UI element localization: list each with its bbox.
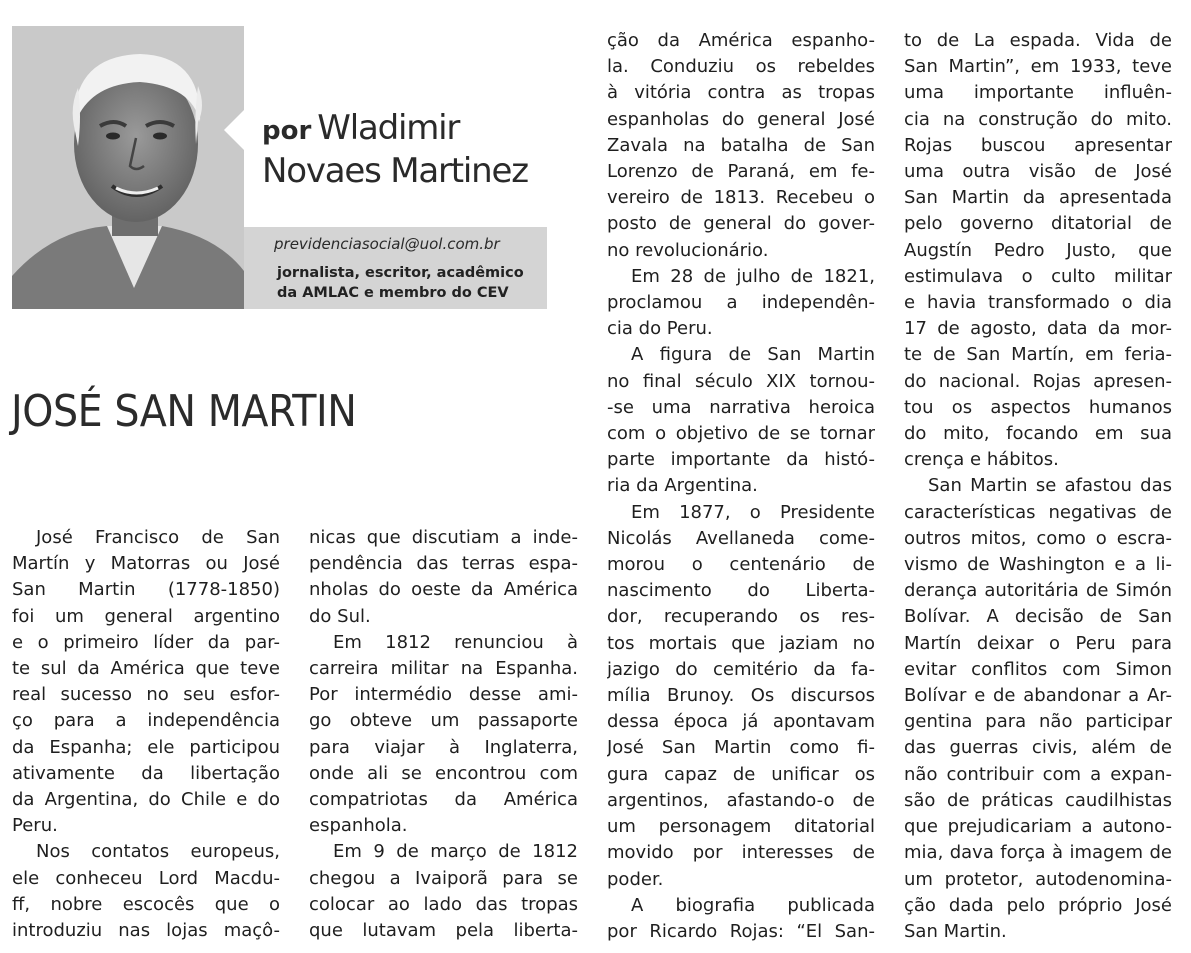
text-line: dessa época já apontavam — [607, 711, 875, 733]
text-line: crença e hábitos. — [904, 449, 1059, 471]
text-line: pelo governo ditatorial de — [904, 213, 1172, 235]
author-bio-line2: da AMLAC e membro do CEV — [277, 285, 509, 301]
text-line: mia, dava força à imagem de — [904, 842, 1172, 864]
text-line: San Martin”, em 1933, teve — [904, 56, 1172, 78]
text-line: um protetor, autodenomina- — [904, 868, 1172, 890]
text-line: nicas que discutiam a inde- — [309, 527, 578, 548]
text-line: e o primeiro líder da par- — [12, 631, 280, 653]
author-bio — [277, 263, 524, 303]
text-line: te sul da América que teve — [12, 658, 280, 680]
text-line: um personagem ditatorial — [607, 816, 875, 838]
text-line: espanholas do general José — [607, 108, 875, 130]
text-line: Em 9 de março de 1812 — [333, 841, 578, 863]
text-line: carreira militar na Espanha. — [309, 658, 578, 680]
author-contact-box — [244, 227, 547, 309]
text-line: vismo de Washington e a li- — [904, 554, 1172, 576]
text-line: Em 1877, o Presidente — [631, 501, 875, 523]
text-line: Zavala na batalha de San — [607, 134, 875, 156]
text-line: Bolívar e de abandonar a Ar- — [904, 685, 1172, 707]
text-line: dor, recuperando os res- — [607, 606, 875, 628]
text-line: Rojas buscou apresentar — [904, 134, 1172, 156]
text-line: posto de general do gover- — [607, 213, 875, 235]
text-line: espanhola. — [309, 815, 408, 837]
text-line: no revolucionário. — [607, 239, 769, 261]
text-line: vereiro de 1813. Recebeu o — [607, 187, 875, 209]
text-line: go obteve um passaporte — [309, 710, 578, 732]
author-first-name: Wladimir — [317, 108, 460, 148]
author-portrait-icon — [12, 26, 244, 309]
text-line: jazigo do cemitério da fa- — [607, 658, 875, 680]
byline-line1 — [262, 108, 528, 151]
text-line: derança autoritária de Simón — [904, 580, 1172, 602]
text-line: San Martin (1778-1850) — [12, 579, 280, 601]
text-line: do nacional. Rojas apresen- — [904, 370, 1172, 392]
text-line: San Martin. — [904, 920, 1007, 942]
text-line: ção da América espanho- — [607, 30, 875, 51]
author-bio-line1: jornalista, escritor, acadêmico — [277, 265, 524, 281]
text-line: Nicolás Avellaneda come- — [607, 527, 875, 549]
text-line: Em 1812 renunciou à — [333, 631, 578, 653]
article-column-3 — [607, 28, 875, 945]
text-line: da Espanha; ele participou — [12, 736, 280, 758]
text-line: por Ricardo Rojas: “El San- — [607, 920, 875, 942]
text-line: Martín y Matorras ou José — [12, 553, 280, 575]
text-line: José San Martin como fi- — [607, 737, 875, 759]
text-line: não contribuir com a expan- — [904, 763, 1172, 785]
text-line: mília Brunoy. Os discursos — [607, 685, 875, 707]
text-line: ção dada pelo próprio José — [904, 894, 1172, 916]
text-line: uma outra visão de José — [904, 161, 1172, 183]
text-line: ff, nobre escocês que o — [12, 893, 280, 915]
text-line: cia na construção do mito. — [904, 108, 1172, 130]
author-email[interactable]: previdenciasocial@uol.com.br — [274, 235, 500, 253]
text-line: ativamente da libertação — [12, 762, 280, 784]
text-line: Bolívar. A decisão de San — [904, 606, 1172, 628]
text-line: ele conheceu Lord Macdu- — [12, 867, 280, 889]
author-last-name: Novaes Martinez — [262, 151, 528, 191]
text-line: e havia transformado o dia — [904, 292, 1172, 314]
text-line: San Martin se afastou das — [928, 475, 1172, 497]
text-line: argentinos, afastando-o de — [607, 789, 875, 811]
text-line: poder. — [607, 868, 664, 890]
author-byline — [262, 108, 528, 191]
text-line: Nos contatos europeus, — [36, 841, 280, 863]
text-line: nholas do oeste da América — [309, 579, 578, 601]
text-line: tos mortais que jaziam no — [607, 632, 875, 654]
text-line: do Sul. — [309, 605, 371, 627]
text-line: das guerras civis, além de — [904, 737, 1172, 759]
text-line: San Martin da apresentada — [904, 187, 1172, 209]
text-line: uma importante influên- — [904, 82, 1172, 104]
byline-prefix: por — [262, 116, 312, 146]
text-line: Peru. — [12, 815, 58, 837]
text-line: para viajar à Inglaterra, — [309, 736, 578, 758]
text-line: chegou a Ivaiporã para se — [309, 867, 578, 889]
text-line: gura capaz de unificar os — [607, 763, 875, 785]
text-line: Por intermédio desse ami- — [309, 684, 578, 706]
article-column-2 — [309, 525, 578, 944]
text-line: estimulava o culto militar — [904, 265, 1172, 287]
text-line: outros mitos, como o escra- — [904, 527, 1172, 549]
text-line: são de práticas caudilhistas — [904, 789, 1172, 811]
photo-notch — [224, 110, 244, 150]
text-line: foi um general argentino — [12, 605, 280, 627]
text-line: Martín deixar o Peru para — [904, 632, 1172, 654]
text-line: Augstín Pedro Justo, que — [904, 239, 1172, 261]
text-line: que prejudicariam a autono- — [904, 816, 1172, 838]
text-line: Lorenzo de Paraná, em fe- — [607, 161, 875, 183]
author-photo — [12, 26, 244, 309]
text-line: parte importante da histó- — [607, 449, 875, 471]
text-line: colocar ao lado das tropas — [309, 893, 578, 915]
text-line: com o objetivo de se tornar — [607, 423, 875, 445]
text-line: evitar conflitos com Simon — [904, 658, 1172, 680]
text-line: Em 28 de julho de 1821, — [631, 265, 875, 287]
article-column-4 — [904, 28, 1172, 945]
text-line: da Argentina, do Chile e do — [12, 789, 280, 811]
text-line: José Francisco de San — [36, 527, 280, 548]
text-line: nascimento do Liberta- — [607, 580, 875, 602]
text-line: gentina para não participar — [904, 711, 1172, 733]
text-line: características negativas de — [904, 501, 1172, 523]
text-line: pendência das terras espa- — [309, 553, 578, 575]
text-line: la. Conduziu os rebeldes — [607, 56, 875, 78]
text-line: A biografia publicada — [631, 894, 875, 916]
text-line: movido por interesses de — [607, 842, 875, 864]
text-line: 17 de agosto, data da mor- — [904, 318, 1172, 340]
text-line: tou os aspectos humanos — [904, 396, 1172, 418]
article-column-1 — [12, 525, 280, 944]
text-line: morou o centenário de — [607, 554, 875, 576]
text-line: to de La espada. Vida de — [904, 30, 1172, 51]
text-line: onde ali se encontrou com — [309, 762, 578, 784]
text-line: introduziu nas lojas maçô- — [12, 920, 280, 942]
text-line: do mito, focando em sua — [904, 423, 1172, 445]
text-line: compatriotas da América — [309, 789, 578, 811]
text-line: real sucesso no seu esfor- — [12, 684, 280, 706]
text-line: ço para a independência — [12, 710, 280, 732]
text-line: no final século XIX tornou- — [607, 370, 875, 392]
text-line: à vitória contra as tropas — [607, 82, 875, 104]
article-title: JOSÉ SAN MARTIN — [11, 386, 357, 437]
text-line: A figura de San Martin — [631, 344, 875, 366]
text-line: proclamou a independên- — [607, 292, 875, 314]
text-line: te de San Martín, em feria- — [904, 344, 1172, 366]
text-line: que lutavam pela liberta- — [309, 920, 578, 942]
text-line: ria da Argentina. — [607, 475, 758, 497]
text-line: cia do Peru. — [607, 318, 713, 340]
text-line: -se uma narrativa heroica — [607, 396, 875, 418]
